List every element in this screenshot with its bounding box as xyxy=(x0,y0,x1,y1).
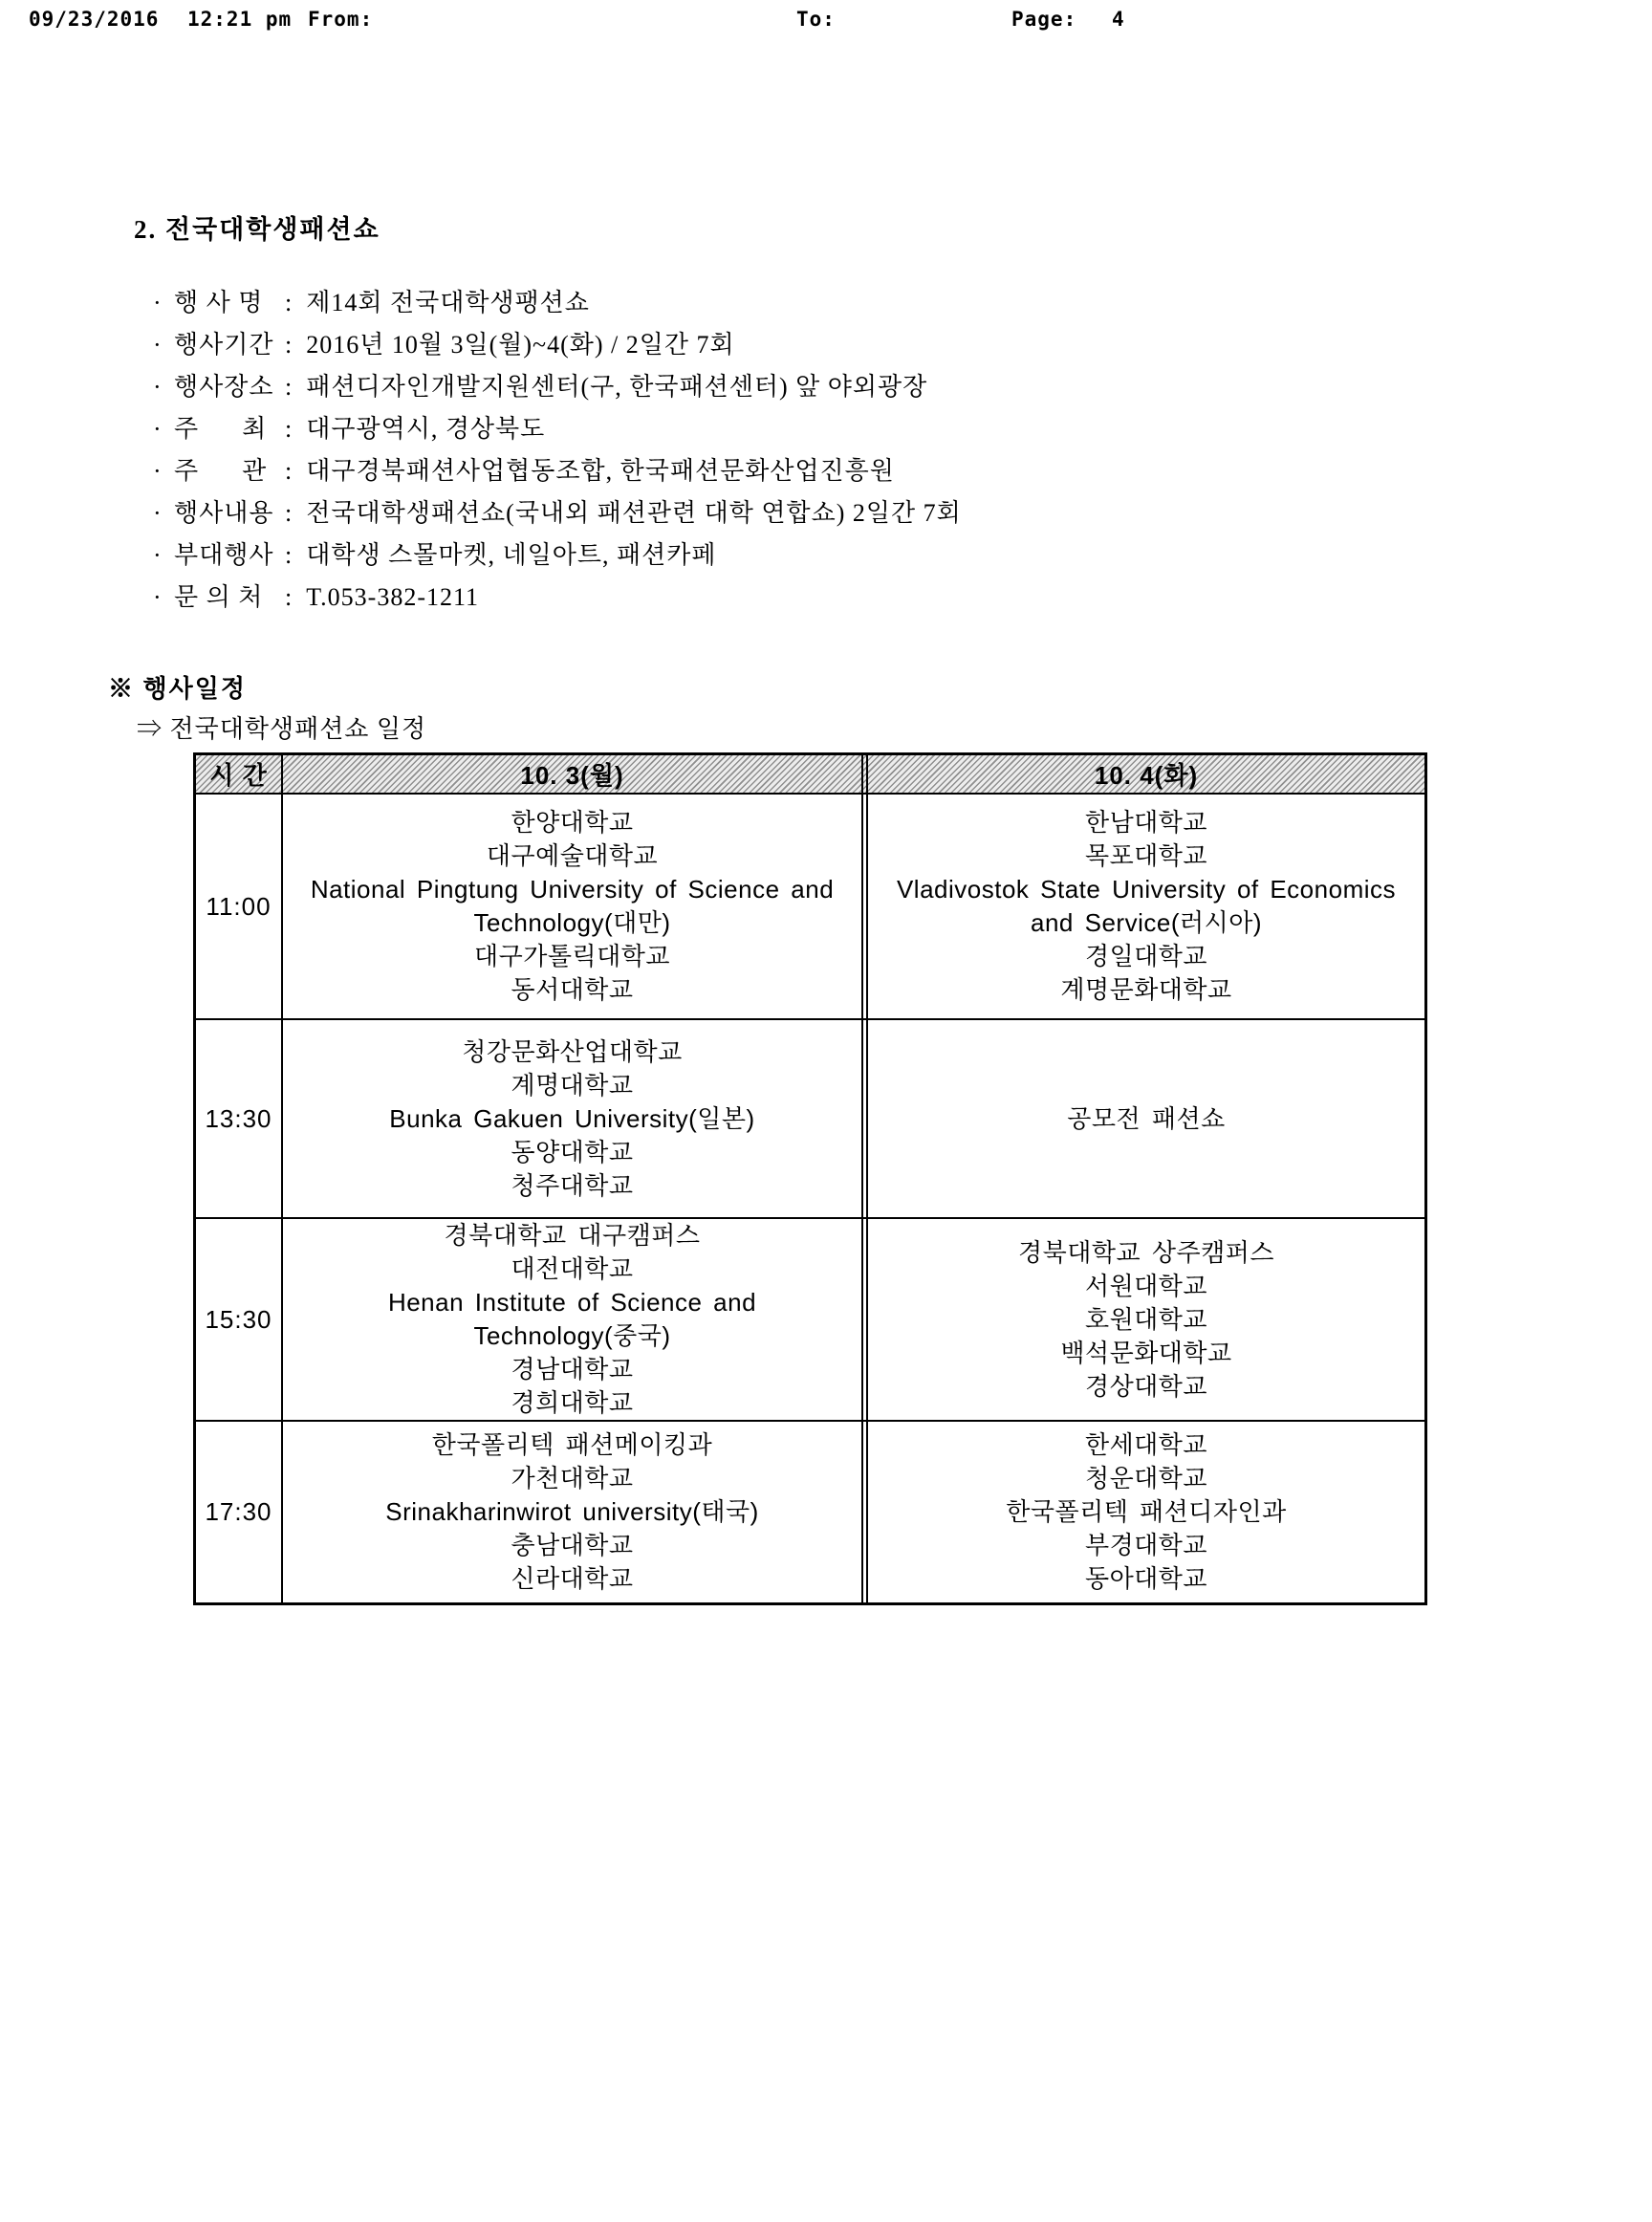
schedule-line: 경희대학교 xyxy=(511,1388,634,1417)
schedule-line: 대구예술대학교 xyxy=(486,841,659,870)
schedule-line: 대구가톨릭대학교 xyxy=(474,942,670,970)
detail-separator: : xyxy=(285,331,293,359)
detail-separator: : xyxy=(285,415,293,443)
schedule-line: 부경대학교 xyxy=(1084,1531,1208,1559)
schedule-subheading: ⇒ 전국대학생패션쇼 일정 xyxy=(137,715,427,743)
bullet-icon: · xyxy=(153,541,163,569)
detail-label: 행사기간 xyxy=(174,331,274,359)
header-cell-day1: 10. 3(월) xyxy=(283,755,868,793)
schedule-line: 계명대학교 xyxy=(511,1070,634,1100)
schedule-row-1730 xyxy=(196,1420,1424,1602)
detail-value: 제14회 전국대학생팽션쇼 xyxy=(306,289,590,316)
time-label: 13:30 xyxy=(205,1103,272,1133)
detail-separator: : xyxy=(285,541,293,569)
schedule-table-header-row xyxy=(196,755,1424,793)
detail-separator: : xyxy=(285,499,293,527)
schedule-line: 경북대학교 대구캠퍼스 xyxy=(444,1221,701,1250)
detail-label: 부대행사 xyxy=(174,541,274,569)
fax-page-label: Page: xyxy=(1011,8,1077,31)
schedule-line: 경일대학교 xyxy=(1084,942,1208,970)
schedule-line: 동양대학교 xyxy=(511,1137,634,1166)
detail-value: 패션디자인개발지원센터(구, 한국패션센터) 앞 야외광장 xyxy=(306,373,928,401)
bullet-icon: · xyxy=(153,457,163,485)
detail-value: 대구경북패션사업협동조합, 한국패션문화산업진흥원 xyxy=(306,457,895,485)
schedule-line: 공모전 패션쇼 xyxy=(1067,1103,1226,1133)
bullet-icon: · xyxy=(153,499,163,527)
fax-date: 09/23/2016 xyxy=(29,8,160,31)
detail-value: T.053-382-1211 xyxy=(306,583,480,611)
detail-separator: : xyxy=(285,373,293,401)
time-cell xyxy=(196,1219,283,1420)
schedule-line: Srinakharinwirot university(태국) xyxy=(385,1497,759,1526)
detail-row-event-period xyxy=(153,325,1491,367)
detail-row-event-venue xyxy=(153,367,1491,409)
detail-value: 대구광역시, 경상북도 xyxy=(306,415,546,443)
schedule-row-1330 xyxy=(196,1018,1424,1217)
schedule-cell-day2 xyxy=(868,1219,1424,1420)
schedule-line: Vladivostok State University of Economics xyxy=(896,875,1397,904)
schedule-line: 한남대학교 xyxy=(1084,808,1208,837)
detail-label: 주 관 xyxy=(174,457,268,485)
time-label: 17:30 xyxy=(205,1497,272,1526)
detail-value: 대학생 스몰마켓, 네일아트, 패션카페 xyxy=(306,541,717,569)
schedule-line: 한국폴리텍 패션디자인과 xyxy=(1006,1497,1287,1526)
bullet-icon: · xyxy=(153,289,163,316)
time-cell xyxy=(196,1020,283,1217)
fax-page-number: 4 xyxy=(1112,8,1125,31)
schedule-line: Technology(중국) xyxy=(473,1321,671,1350)
header-cell-day2: 10. 4(화) xyxy=(868,755,1424,793)
detail-row-contact xyxy=(153,577,1491,620)
schedule-line: 경북대학교 상주캠퍼스 xyxy=(1018,1237,1274,1267)
schedule-line: Bunka Gakuen University(일본) xyxy=(389,1103,755,1133)
bullet-icon: · xyxy=(153,415,163,443)
schedule-line: 가천대학교 xyxy=(511,1464,634,1492)
schedule-heading: ※ 행사일정 xyxy=(108,675,247,703)
schedule-line: 한세대학교 xyxy=(1084,1430,1208,1459)
detail-row-side-events xyxy=(153,535,1491,577)
schedule-line: 서원대학교 xyxy=(1084,1271,1208,1300)
header-cell-time: 시 간 xyxy=(196,755,283,793)
detail-row-host xyxy=(153,409,1491,451)
schedule-line: 청주대학교 xyxy=(511,1170,634,1200)
detail-label: 행 사 명 xyxy=(174,289,264,316)
schedule-line: 목포대학교 xyxy=(1084,841,1208,870)
schedule-cell-day1 xyxy=(283,1020,868,1217)
bullet-icon: · xyxy=(153,373,163,401)
fax-to-label: To: xyxy=(796,8,836,31)
schedule-row-1530 xyxy=(196,1217,1424,1420)
detail-label: 주 최 xyxy=(174,415,268,443)
schedule-line: and Service(러시아) xyxy=(1031,908,1262,937)
bullet-icon: · xyxy=(153,583,163,611)
schedule-line: National Pingtung University of Science and xyxy=(310,875,835,904)
time-label: 11:00 xyxy=(206,891,272,921)
schedule-line: 한국폴리텍 패션메이킹과 xyxy=(431,1430,713,1459)
detail-value: 전국대학생패션쇼(국내외 패션관련 대학 연합쇼) 2일간 7회 xyxy=(306,499,962,527)
detail-label: 행사장소 xyxy=(174,373,274,401)
schedule-cell-day2 xyxy=(868,1422,1424,1602)
detail-separator: : xyxy=(285,457,293,485)
schedule-line: 경남대학교 xyxy=(511,1355,634,1383)
schedule-line: Henan Institute of Science and xyxy=(387,1288,757,1317)
schedule-row-1100 xyxy=(196,793,1424,1018)
time-cell xyxy=(196,1422,283,1602)
schedule-cell-day2 xyxy=(868,795,1424,1018)
fax-from-label: From: xyxy=(308,8,374,31)
schedule-line: 청운대학교 xyxy=(1084,1464,1208,1492)
schedule-line: 계명문화대학교 xyxy=(1060,975,1232,1004)
schedule-line: 충남대학교 xyxy=(511,1531,634,1559)
schedule-line: 경상대학교 xyxy=(1084,1371,1208,1401)
schedule-line: 동아대학교 xyxy=(1084,1564,1208,1593)
schedule-line: 백석문화대학교 xyxy=(1060,1338,1232,1367)
detail-row-event-name xyxy=(153,283,1491,325)
detail-value: 2016년 10월 3일(월)~4(화) / 2일간 7회 xyxy=(306,331,735,359)
schedule-line: 대전대학교 xyxy=(511,1254,634,1283)
bullet-icon: · xyxy=(153,331,163,359)
schedule-line: 동서대학교 xyxy=(511,975,634,1004)
detail-label: 문 의 처 xyxy=(174,583,264,611)
section-title: 2. 전국대학생패션쇼 xyxy=(134,215,380,244)
detail-row-event-content xyxy=(153,493,1491,535)
time-label: 15:30 xyxy=(205,1304,272,1334)
event-details-list xyxy=(153,283,1491,620)
schedule-line: 호원대학교 xyxy=(1084,1304,1208,1334)
detail-label: 행사내용 xyxy=(174,499,274,527)
schedule-cell-day1 xyxy=(283,795,868,1018)
schedule-line: 청강문화산업대학교 xyxy=(462,1036,683,1066)
time-cell xyxy=(196,795,283,1018)
schedule-cell-day2 xyxy=(868,1020,1424,1217)
detail-separator: : xyxy=(285,289,293,316)
schedule-cell-day1 xyxy=(283,1422,868,1602)
schedule-line: 한양대학교 xyxy=(511,808,634,837)
detail-separator: : xyxy=(285,583,293,611)
detail-row-organizer xyxy=(153,451,1491,493)
fax-transmission-header xyxy=(0,8,1652,36)
schedule-line: Technology(대만) xyxy=(473,908,671,937)
schedule-cell-day1 xyxy=(283,1219,868,1420)
schedule-line: 신라대학교 xyxy=(511,1564,634,1593)
schedule-table xyxy=(193,752,1427,1605)
fax-time: 12:21 pm xyxy=(187,8,293,31)
